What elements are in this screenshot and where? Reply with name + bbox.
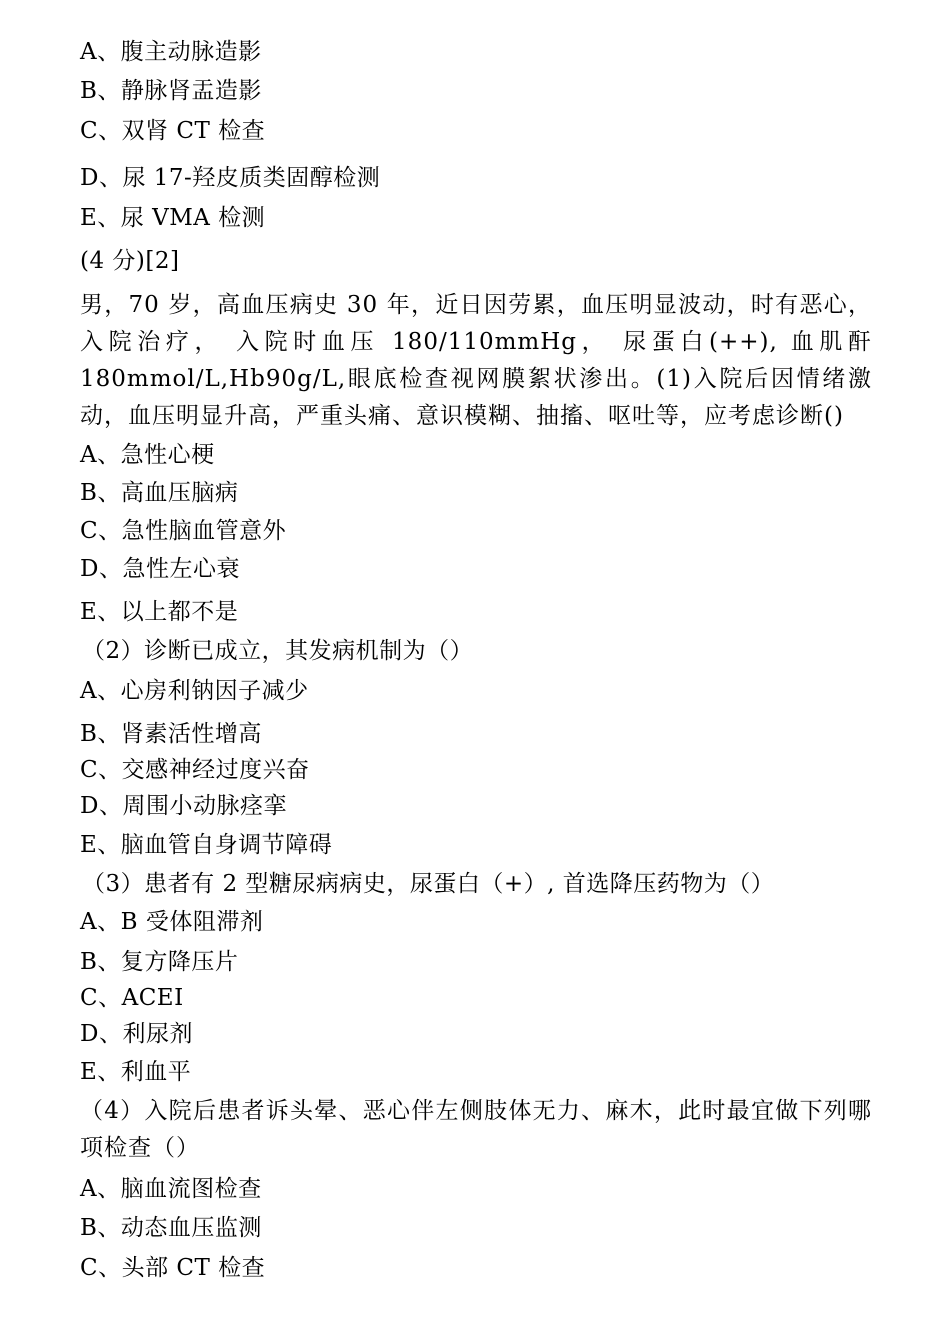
q4-stem: （4）入院后患者诉头晕、恶心伴左侧肢体无力、麻木，此时最宜做下列哪项检查（） [80,1098,872,1161]
q1-option-d: D、急性左心衰 [80,556,240,582]
q4-option-a: A、脑血流图检查 [80,1176,262,1202]
q3-option-a: A、Β 受体阻滞剂 [80,909,264,935]
q1-option-e: E、以上都不是 [80,599,239,625]
case-description: 男，70 岁，高血压病史 30 年，近日因劳累，血压明显波动，时有恶心，入院治疗， 入院时血压 180/110mmHg， 尿蛋白(++), 血肌酐 180mmol/L,Hb90g/L,眼底检查视网膜絮状渗出。(1)入院后因情绪激动，血压明显升高，严重头痛、意识模糊、抽搐、呕吐等，应考虑诊断() [80,292,872,429]
q2-option-d: D、周围小动脉痉挛 [80,793,287,819]
q1-option-c: C、急性脑血管意外 [80,518,287,544]
q4-option-c: C、头部 CT 检查 [80,1255,266,1281]
q2-option-c: C、交感神经过度兴奋 [80,757,310,783]
q3-option-c: C、ACEI [80,985,184,1011]
q4-option-b: B、动态血压监测 [80,1215,262,1241]
prev-option-d: D、尿 17-羟皮质类固醇检测 [80,165,381,191]
prev-option-a: A、腹主动脉造影 [80,39,262,65]
prev-option-b: B、静脉肾盂造影 [80,78,262,104]
q3-option-e: E、利血平 [80,1059,192,1085]
q1-option-a: A、急性心梗 [80,442,215,468]
prev-option-c: C、双肾 CT 检查 [80,118,266,144]
q2-stem: （2）诊断已成立，其发病机制为（） [82,638,474,664]
q3-option-b: B、复方降压片 [80,949,239,975]
q3-option-d: D、利尿剂 [80,1021,193,1047]
prev-option-e: E、尿 VMA 检测 [80,205,266,231]
q3-stem: （3）患者有 2 型糖尿病病史，尿蛋白（+）, 首选降压药物为（） [82,871,775,897]
q1-option-b: B、高血压脑病 [80,480,239,506]
q2-option-b: B、肾素活性增高 [80,721,262,747]
q2-option-e: E、脑血管自身调节障碍 [80,832,333,858]
q2-option-a: A、心房利钠因子减少 [80,678,309,704]
score-label: (4 分)[2] [80,248,180,274]
